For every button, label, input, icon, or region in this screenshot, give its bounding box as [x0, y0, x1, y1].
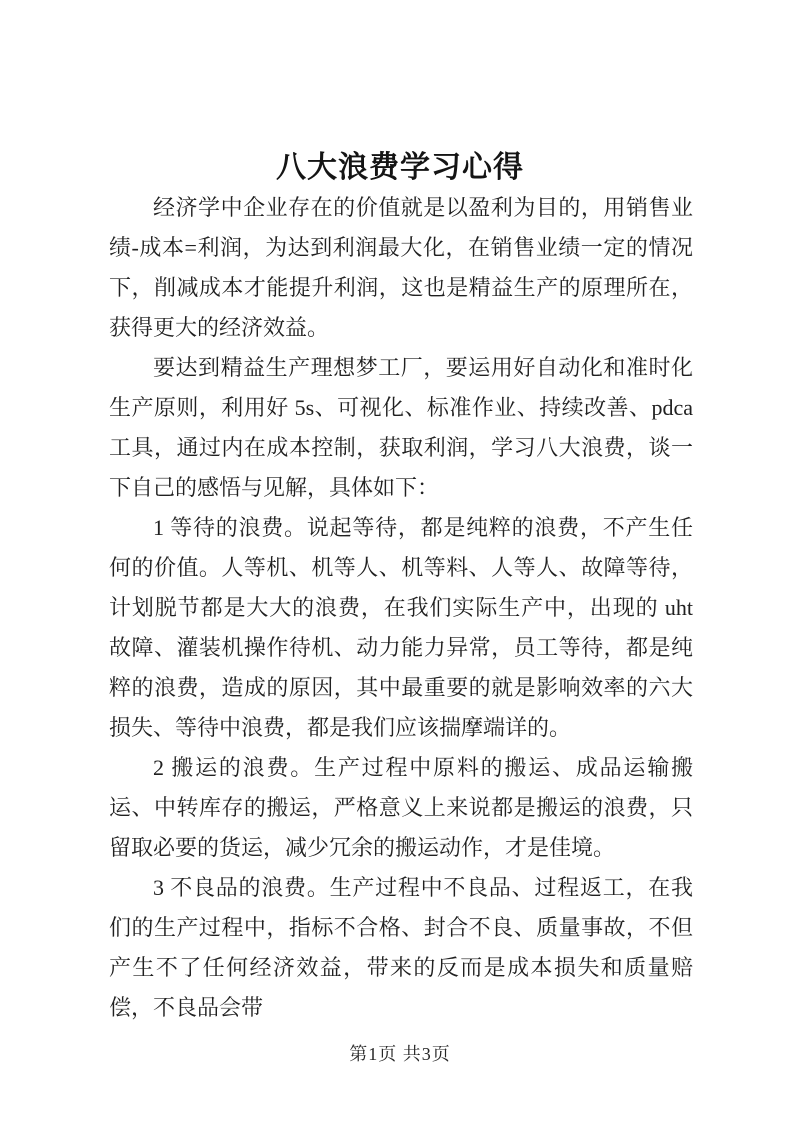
paragraph-lean-production: 要达到精益生产理想梦工厂，要运用好自动化和准时化生产原则，利用好 5s、可视化、标准作业、持续改善、pdca 工具，通过内在成本控制，获取利润，学习八大浪费，谈一下自己的感悟与见解，具体如下：	[109, 355, 693, 500]
paragraph-intro: 经济学中企业存在的价值就是以盈利为目的，用销售业绩-成本=利润，为达到利润最大化，在销售业绩一定的情况下，削减成本才能提升利润，这也是精益生产的原理所在，获得更大的经济效益。	[109, 195, 693, 340]
paragraph-waste-2-transport: 2 搬运的浪费。生产过程中原料的搬运、成品运输搬运、中转库存的搬运，严格意义上来说都是搬运的浪费，只留取必要的货运，减少冗余的搬运动作，才是佳境。	[109, 755, 693, 860]
page-number-label: 第1页 共3页	[349, 1044, 451, 1064]
paragraph-waste-1-waiting: 1 等待的浪费。说起等待，都是纯粹的浪费，不产生任何的价值。人等机、机等人、机等料、人等人、故障等待，计划脱节都是大大的浪费，在我们实际生产中，出现的 uht 故障、灌装机操作待机、动力能力异常，员工等待，都是纯粹的浪费，造成的原因，其中最重要的就是影响效率的六大损失、等待中浪费，都是我们应该揣摩端详的。	[109, 515, 693, 740]
paragraph-waste-3-defects: 3 不良品的浪费。生产过程中不良品、过程返工，在我们的生产过程中，指标不合格、封合不良、质量事故，不但产生不了任何经济效益，带来的反而是成本损失和质量赔偿，不良品会带	[109, 875, 693, 1020]
page-footer	[0, 1040, 800, 1066]
document-title: 八大浪费学习心得	[276, 151, 524, 184]
document-body	[109, 188, 693, 1028]
